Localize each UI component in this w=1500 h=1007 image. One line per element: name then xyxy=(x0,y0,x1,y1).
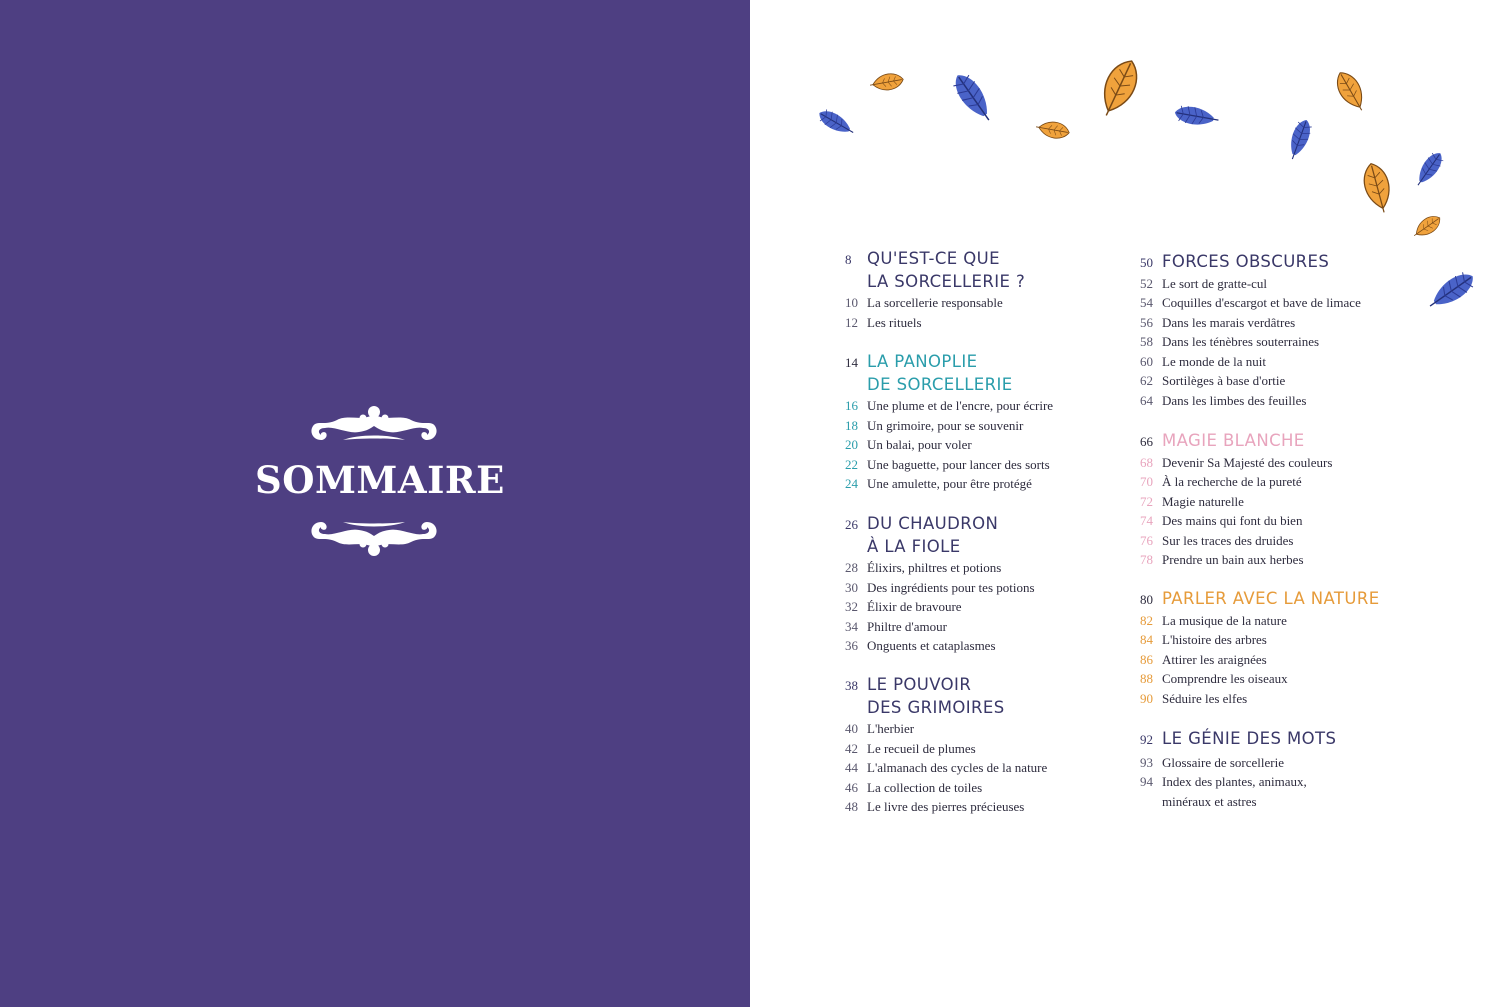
entry-title: Coquilles d'escargot et bave de limace xyxy=(1162,295,1361,311)
feather-icon xyxy=(1285,117,1314,162)
leaf-icon xyxy=(1094,55,1145,121)
entry-title: Sur les traces des druides xyxy=(1162,532,1294,548)
entry-title: Un grimoire, pour se souvenir xyxy=(867,417,1024,433)
toc-entry xyxy=(1140,772,1440,792)
toc-section xyxy=(1140,588,1440,708)
entry-title: Onguents et cataplasmes xyxy=(867,638,996,654)
entry-page-number: 88 xyxy=(1140,671,1153,687)
leaf-icon xyxy=(1410,212,1444,242)
toc-entry xyxy=(845,558,1145,578)
toc-entry xyxy=(845,597,1145,617)
toc-entry xyxy=(845,636,1145,656)
leaf-icon xyxy=(1035,119,1071,140)
entry-title: Des mains qui font du bien xyxy=(1162,513,1303,529)
entry-page-number: 46 xyxy=(845,779,858,795)
entry-title: Philtre d'amour xyxy=(867,618,947,634)
entry-title: L'herbier xyxy=(867,721,915,736)
toc-entry xyxy=(1140,630,1440,650)
toc-entry xyxy=(845,416,1145,436)
section-title-line: LE POUVOIR xyxy=(867,675,972,694)
toc-entry xyxy=(1140,274,1440,294)
section-page-number: 38 xyxy=(845,678,858,693)
section-title-line: FORCES OBSCURES xyxy=(1162,252,1330,271)
toc-entry xyxy=(1140,352,1440,372)
section-page-number: 14 xyxy=(845,355,858,370)
toc-section xyxy=(1140,251,1440,411)
entry-page-number: 32 xyxy=(845,599,858,615)
entry-page-number: 62 xyxy=(1140,373,1153,389)
section-title-line: DE SORCELLERIE xyxy=(867,374,1013,394)
entry-title: Séduire les elfes xyxy=(1162,690,1248,706)
entry-title: Le livre des pierres précieuses xyxy=(867,799,1025,815)
entry-title: minéraux et astres xyxy=(1162,793,1257,809)
toc-section xyxy=(1140,728,1440,811)
entry-page-number: 90 xyxy=(1140,690,1153,706)
entry-page-number: 52 xyxy=(1140,275,1153,291)
entry-title: La collection de toiles xyxy=(867,779,983,795)
entry-page-number: 54 xyxy=(1140,295,1153,311)
entry-page-number: 94 xyxy=(1140,774,1153,790)
toc-section xyxy=(845,248,1145,332)
toc-entry xyxy=(845,396,1145,416)
section-title-line: À LA FIOLE xyxy=(867,536,961,556)
entry-page-number: 12 xyxy=(845,314,858,330)
leaf-icon xyxy=(869,72,905,93)
entry-page-number: 72 xyxy=(1140,493,1153,509)
toc-section xyxy=(845,674,1145,817)
entry-title: Comprendre les oiseaux xyxy=(1162,671,1288,687)
toc-entry xyxy=(845,739,1145,759)
section-page-number: 80 xyxy=(1140,592,1153,607)
toc-section xyxy=(1140,430,1440,570)
entry-title: Une amulette, pour être protégé xyxy=(867,476,1032,492)
entry-title: L'almanach des cycles de la nature xyxy=(867,760,1048,776)
entry-title: Élixir de bravoure xyxy=(867,599,962,615)
entry-page-number: 86 xyxy=(1140,651,1153,667)
entry-page-number: 48 xyxy=(845,799,858,815)
toc-entry xyxy=(845,617,1145,637)
feather-icon xyxy=(816,106,857,139)
entry-title: Devenir Sa Majesté des couleurs xyxy=(1162,454,1333,470)
toc-entry xyxy=(1140,332,1440,352)
right-page xyxy=(750,0,1500,1007)
entry-title: Le recueil de plumes xyxy=(867,740,976,756)
section-page-number: 50 xyxy=(1140,255,1153,270)
entry-title: L'histoire des arbres xyxy=(1162,632,1267,648)
toc-entry xyxy=(1140,792,1440,812)
entry-title: Un balai, pour voler xyxy=(867,437,972,453)
entry-page-number: 78 xyxy=(1140,552,1153,568)
entry-title: Glossaire de sorcellerie xyxy=(1162,754,1285,770)
section-title-line: QU'EST-CE QUE xyxy=(867,249,1000,268)
section-page-number: 26 xyxy=(845,517,858,532)
toc-entry xyxy=(1140,689,1440,709)
toc-entry xyxy=(1140,550,1440,570)
entry-title: La sorcellerie responsable xyxy=(867,295,1003,310)
toc-entry xyxy=(845,778,1145,798)
feather-icon xyxy=(949,69,998,126)
entry-title: Le monde de la nuit xyxy=(1162,353,1266,369)
entry-page-number: 60 xyxy=(1140,353,1153,369)
toc-entry xyxy=(1140,753,1440,773)
section-title-line: LE GÉNIE DES MOTS xyxy=(1162,729,1337,748)
section-title-line: LA PANOPLIE xyxy=(867,352,978,371)
entry-title: Des ingrédients pour tes potions xyxy=(867,579,1035,595)
entry-page-number: 68 xyxy=(1140,454,1153,470)
entry-page-number: 82 xyxy=(1140,612,1153,628)
toc-entry xyxy=(1140,453,1440,473)
entry-page-number: 36 xyxy=(845,638,858,654)
leaf-icon xyxy=(1360,161,1396,216)
toc-entry xyxy=(1140,472,1440,492)
entry-title: Élixirs, philtres et potions xyxy=(867,560,1002,575)
toc-entry xyxy=(845,758,1145,778)
entry-title: Une plume et de l'encre, pour écrire xyxy=(867,398,1054,413)
toc-entry xyxy=(845,313,1145,333)
entry-page-number: 64 xyxy=(1140,393,1153,409)
entry-page-number: 28 xyxy=(845,560,858,575)
toc-entry xyxy=(845,455,1145,475)
title-block xyxy=(255,400,505,560)
toc-entry xyxy=(845,797,1145,817)
entry-page-number: 44 xyxy=(845,760,858,776)
toc-entry xyxy=(1140,650,1440,670)
entry-page-number: 22 xyxy=(845,456,858,472)
toc-entry xyxy=(1140,511,1440,531)
section-page-number: 92 xyxy=(1140,732,1153,747)
entry-title: À la recherche de la pureté xyxy=(1162,474,1302,490)
page-title: SOMMAIRE xyxy=(255,458,505,502)
toc-entry xyxy=(1140,669,1440,689)
section-page-number: 8 xyxy=(845,252,852,267)
entry-page-number: 40 xyxy=(845,721,858,736)
entry-page-number: 10 xyxy=(845,295,858,310)
entry-title: Dans les marais verdâtres xyxy=(1162,314,1296,330)
entry-page-number: 30 xyxy=(845,579,858,595)
section-page-number: 66 xyxy=(1140,434,1153,449)
toc-entry xyxy=(845,719,1145,739)
leaf-icon xyxy=(1331,68,1370,116)
section-title-line: PARLER AVEC LA NATURE xyxy=(1162,589,1380,608)
entry-title: Dans les limbes des feuilles xyxy=(1162,393,1307,409)
toc-entry xyxy=(845,293,1145,313)
entry-page-number: 18 xyxy=(845,417,858,433)
entry-page-number: 34 xyxy=(845,618,858,634)
section-title-line: DES GRIMOIRES xyxy=(867,697,1005,717)
entry-title: Prendre un bain aux herbes xyxy=(1162,552,1304,568)
entry-page-number: 24 xyxy=(845,476,858,492)
toc-section xyxy=(845,513,1145,656)
entry-title: Sortilèges à base d'ortie xyxy=(1162,373,1286,389)
toc-section xyxy=(845,351,1145,494)
ornament-flourish-top-icon xyxy=(303,404,445,448)
entry-title: La musique de la nature xyxy=(1162,612,1287,628)
entry-title: Une baguette, pour lancer des sorts xyxy=(867,456,1050,472)
entry-page-number: 16 xyxy=(845,398,858,413)
toc-entry xyxy=(1140,492,1440,512)
entry-title: Magie naturelle xyxy=(1162,493,1244,509)
toc-entry xyxy=(845,578,1145,598)
toc-entry xyxy=(1140,293,1440,313)
entry-page-number: 84 xyxy=(1140,632,1153,648)
entry-page-number: 56 xyxy=(1140,314,1153,330)
entry-title: Index des plantes, animaux, xyxy=(1162,774,1307,790)
entry-page-number: 20 xyxy=(845,437,858,453)
feather-icon xyxy=(1412,149,1447,190)
toc-entry xyxy=(1140,611,1440,631)
section-title-line: LA SORCELLERIE ? xyxy=(867,271,1026,291)
entry-page-number: 58 xyxy=(1140,334,1153,350)
ornament-flourish-bottom-icon xyxy=(303,514,445,558)
toc-entry xyxy=(1140,391,1440,411)
entry-page-number: 74 xyxy=(1140,513,1153,529)
entry-page-number: 76 xyxy=(1140,532,1153,548)
feather-icon xyxy=(1173,104,1219,129)
entry-title: Dans les ténèbres souterraines xyxy=(1162,334,1320,350)
toc-entry xyxy=(845,474,1145,494)
toc-entry xyxy=(1140,371,1440,391)
entry-page-number: 93 xyxy=(1140,754,1153,770)
entry-title: Les rituels xyxy=(867,314,922,330)
entry-title: Le sort de gratte-cul xyxy=(1162,275,1268,291)
entry-page-number: 70 xyxy=(1140,474,1153,490)
entry-title: Attirer les araignées xyxy=(1162,651,1267,667)
toc-entry xyxy=(1140,313,1440,333)
section-title-line: MAGIE BLANCHE xyxy=(1162,431,1305,450)
toc-entry xyxy=(845,435,1145,455)
section-title-line: DU CHAUDRON xyxy=(867,514,999,533)
entry-page-number: 42 xyxy=(845,740,858,756)
toc-entry xyxy=(1140,531,1440,551)
